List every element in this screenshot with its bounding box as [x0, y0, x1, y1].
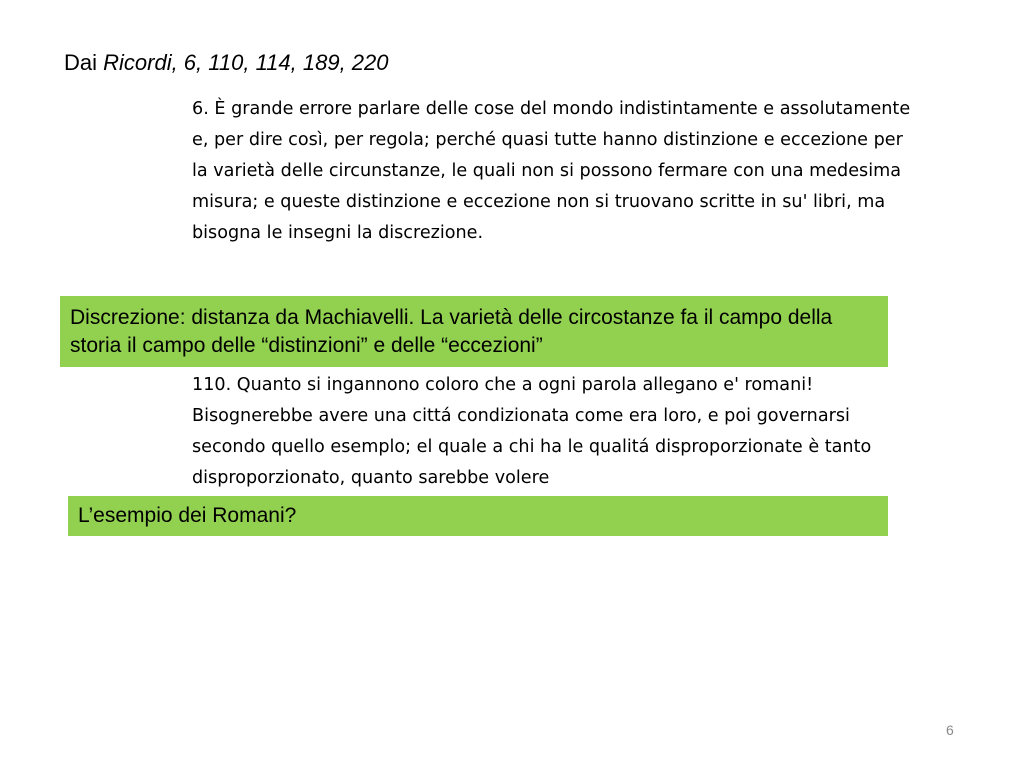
- page-number: 6: [946, 722, 954, 738]
- slide-title: [64, 50, 389, 76]
- title-reference: Ricordi, 6, 110, 114, 189, 220: [103, 50, 389, 75]
- callout-romani: L’esempio dei Romani?: [68, 496, 888, 536]
- quote-ricordo-110: 110. Quanto si ingannono coloro che a ogni parola allegano e' romani! Bisognerebbe avere una cittá condizionata come era loro, e poi governarsi secondo quello esemplo; el quale a chi ha le qualitá disproporzionate è tanto disproporzionato, quanto sarebbe volere: [192, 375, 872, 488]
- title-prefix: Dai: [64, 50, 104, 75]
- callout-discrezione: Discrezione: distanza da Machiavelli. La varietà delle circostanze fa il campo della storia il campo delle “distinzioni” e delle “eccezioni”: [60, 296, 888, 367]
- quote-ricordo-6: 6. È grande errore parlare delle cose del mondo indistintamente e assolutamente e, per dire così, per regola; perché quasi tutte hanno distinzione e eccezione per la varietà delle circunstanze, le quali non si possono fermare con una medesima misura; e queste distinzione e eccezione non si truovano scritte in su' libri, ma bisogna le insegni la discrezione.: [192, 99, 911, 243]
